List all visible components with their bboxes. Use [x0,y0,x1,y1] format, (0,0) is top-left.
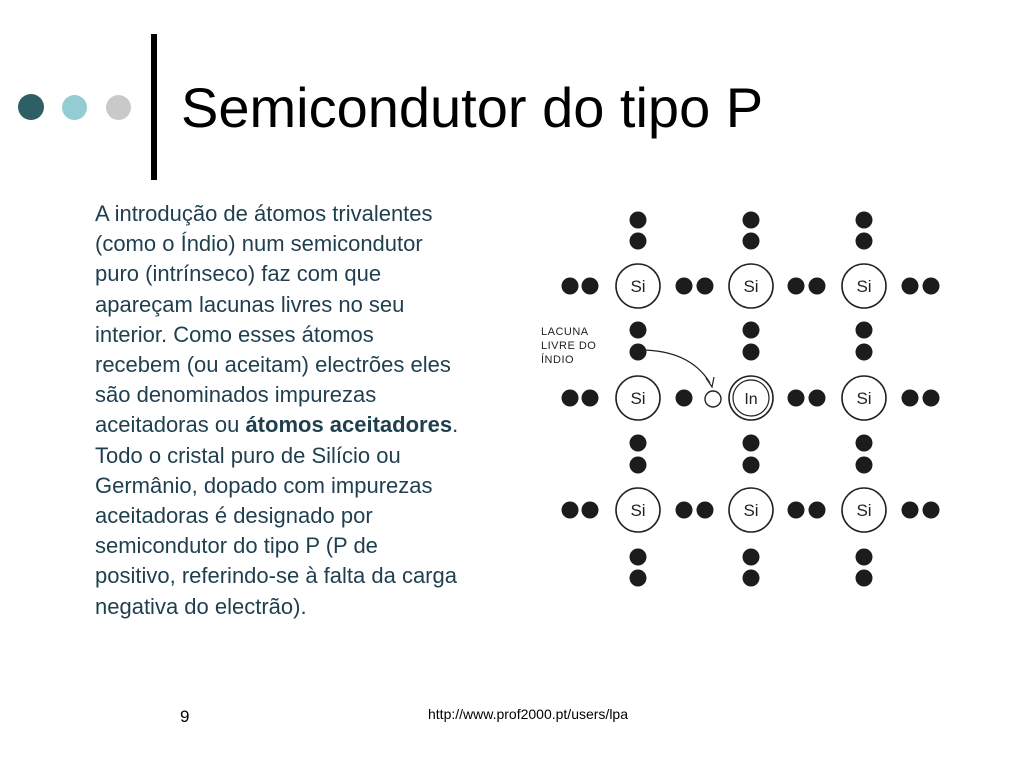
hole-marker [705,391,721,407]
silicon-label: Si [856,389,872,408]
annotation-line: LACUNA [541,326,589,338]
body-line-prefix: aceitadoras ou [95,412,246,438]
emphasis-term: átomos aceitadores [245,412,453,438]
electron-dot [630,212,647,229]
body-line-with-emphasis [95,410,525,440]
atom-group [616,264,886,532]
silicon-label: Si [630,389,646,408]
title-divider [151,34,157,180]
decoration-dot-teal [62,95,87,120]
body-line: aceitadoras é designado por [95,503,373,529]
electron-dot [697,502,714,519]
indium-label: In [744,391,758,408]
body-line: positivo, referindo-se à falta da carga [95,563,457,589]
electron-dot [743,322,760,339]
electron-dot [923,278,940,295]
electron-dot [902,278,919,295]
silicon-label: Si [856,277,872,296]
body-line: interior. Como esses átomos [95,321,374,347]
body-line: semicondutor do tipo P (P de [95,533,378,559]
electron-dot [630,570,647,587]
decoration-dot-gray [106,95,131,120]
electron-dot [743,570,760,587]
electron-dot [743,212,760,229]
electron-dot [856,344,873,361]
electron-dot [562,502,579,519]
electron-dot [902,390,919,407]
electron-dot [923,390,940,407]
electron-dot [743,233,760,250]
electron-dot [856,549,873,566]
body-line: Todo o cristal puro de Silício ou [95,442,401,468]
electron-dot [788,278,805,295]
footer-url: http://www.prof2000.pt/users/lpa [428,706,628,722]
electron-dot [809,502,826,519]
body-line: apareçam lacunas livres no seu [95,291,405,317]
silicon-label: Si [630,501,646,520]
body-line: puro (intrínseco) faz com que [95,261,382,287]
annotation-arrow [640,350,710,383]
electron-dot [676,278,693,295]
electron-dot [856,212,873,229]
electron-dot [743,457,760,474]
body-line: são denominados impurezas [95,382,377,408]
electron-dot [856,435,873,452]
electron-dot [856,457,873,474]
electron-dot [697,278,714,295]
electron-dot [743,344,760,361]
body-line: Germânio, dopado com impurezas [95,472,433,498]
body-line: (como o Índio) num semicondutor [95,231,423,257]
page-number: 9 [180,707,190,726]
electron-dot [582,502,599,519]
silicon-label: Si [856,501,872,520]
annotation-line: LIVRE DO [541,340,597,352]
electron-dot [582,278,599,295]
electron-dot [630,549,647,566]
electron-dot [856,570,873,587]
body-line: negativa do electrão). [95,593,307,619]
crystal-lattice-diagram [530,200,960,600]
electron-dot [676,502,693,519]
electron-dot [856,322,873,339]
electron-dot [630,233,647,250]
electron-dot [809,278,826,295]
electron-dot [743,549,760,566]
body-line: recebem (ou aceitam) electrões eles [95,352,451,378]
electron-dot [630,344,647,361]
silicon-label: Si [743,277,759,296]
annotation-line: ÍNDIO [541,354,575,366]
silicon-label: Si [743,501,759,520]
electron-dot [788,390,805,407]
electron-dot [630,435,647,452]
electron-dot [562,390,579,407]
body-text [95,199,525,622]
electron-dot [562,278,579,295]
electron-dot [676,390,693,407]
electron-dot [923,502,940,519]
electron-dot [902,502,919,519]
decoration-dot-dark [18,94,44,120]
electron-dot [743,435,760,452]
electron-dot [856,233,873,250]
electron-dot [582,390,599,407]
electron-dot [630,457,647,474]
silicon-label: Si [630,277,646,296]
electron-dot [809,390,826,407]
body-line-suffix: . [452,412,459,438]
electron-dot [630,322,647,339]
body-line: A introdução de átomos trivalentes [95,201,433,226]
electron-dot [788,502,805,519]
slide-title: Semicondutor do tipo P [181,76,764,139]
